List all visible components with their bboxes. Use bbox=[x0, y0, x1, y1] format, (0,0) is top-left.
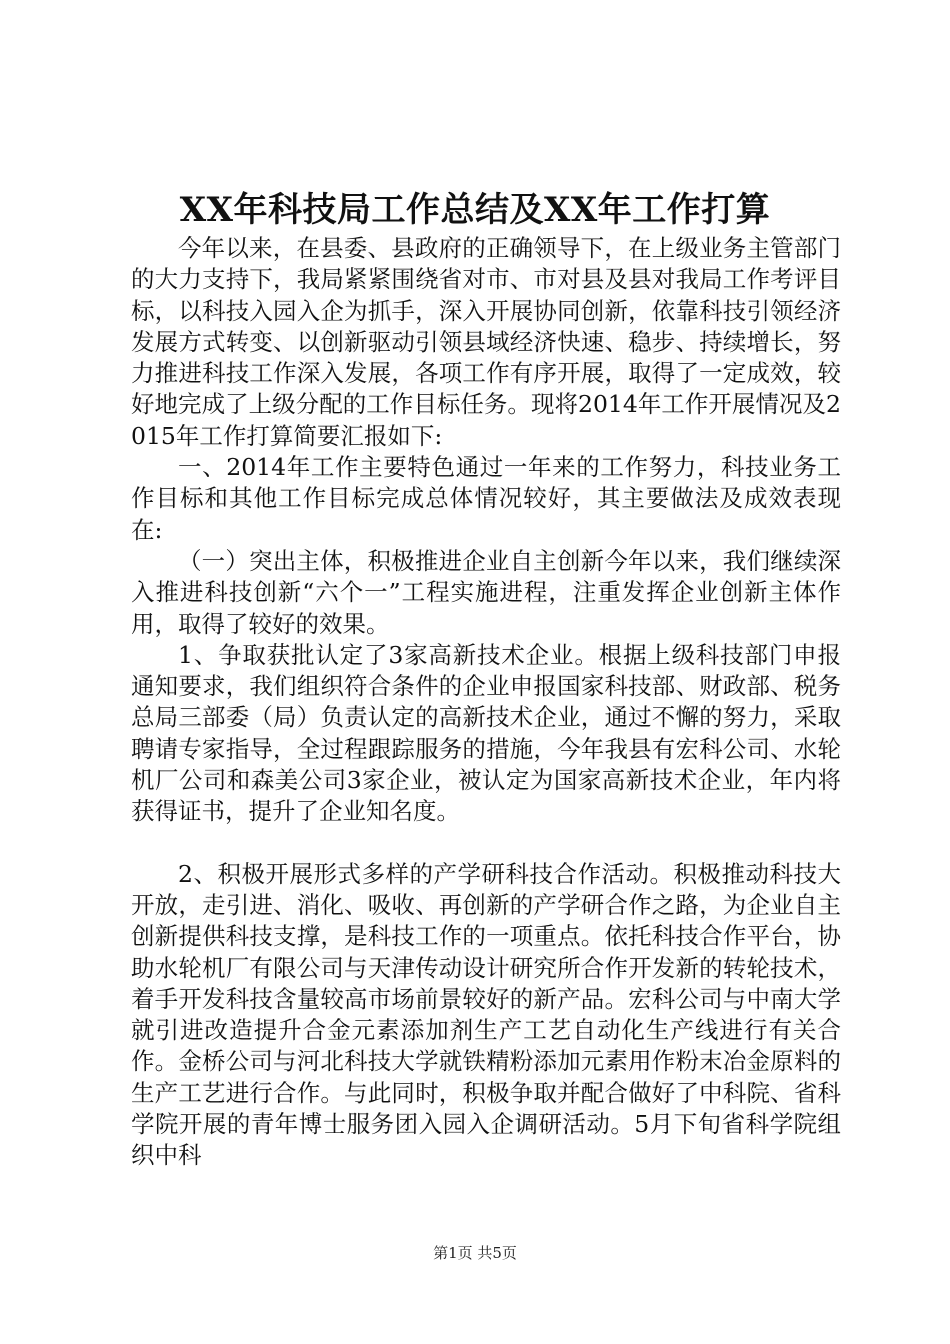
document-title: XX年科技局工作总结及XX年工作打算 bbox=[179, 190, 771, 230]
paragraph-subsection-1: （一）突出主体，积极推进企业自主创新今年以来，我们继续深入推进科技创新“六个一”工程实施进程，注重发挥企业创新主体作用，取得了较好的效果。 bbox=[131, 546, 841, 638]
document-body bbox=[131, 233, 841, 1172]
page-number-footer: 第1页 共5页 bbox=[433, 1244, 517, 1262]
paragraph-section-1: 一、2014年工作主要特色通过一年来的工作努力，科技业务工作目标和其他工作目标完成总体情况较好，其主要做法及成效表现在: bbox=[131, 453, 841, 544]
paragraph-intro: 今年以来，在县委、县政府的正确领导下，在上级业务主管部门的大力支持下，我局紧紧围绕省对市、市对县及县对我局工作考评目标，以科技入园入企为抓手，深入开展协同创新，依靠科技引领经济发展方式转变、以创新驱动引领县域经济快速、稳步、持续增长，努力推进科技工作深入发展，各项工作有序开展，取得了一定成效，较好地完成了上级分配的工作目标任务。现将2014年工作开展情况及2015年工作打算简要汇报如下: bbox=[131, 234, 841, 450]
paragraph-item-1: 1、争取获批认定了3家高新技术企业。根据上级科技部门申报通知要求，我们组织符合条件的企业申报国家科技部、财政部、税务总局三部委（局）负责认定的高新技术企业，通过不懈的努力，采取聘请专家指导，全过程跟踪服务的措施，今年我县有宏科公司、水轮机厂公司和森美公司3家企业，被认定为国家高新技术企业，年内将获得证书，提升了企业知名度。 bbox=[131, 640, 841, 826]
paragraph-item-2: 2、积极开展形式多样的产学研科技合作活动。积极推动科技大开放，走引进、消化、吸收、再创新的产学研合作之路，为企业自主创新提供科技支撑，是科技工作的一项重点。依托科技合作平台，协助水轮机厂有限公司与天津传动设计研究所合作开发新的转轮技术，着手开发科技含量较高市场前景较好的新产品。宏科公司与中南大学就引进改造提升合金元素添加剂生产工艺自动化生产线进行有关合作。金桥公司与河北科技大学就铁精粉添加元素用作粉末冶金原料的生产工艺进行合作。与此同时，积极争取并配合做好了中科院、省科学院开展的青年博士服务团入园入企调研活动。5月下旬省科学院组织中科 bbox=[131, 859, 841, 1170]
